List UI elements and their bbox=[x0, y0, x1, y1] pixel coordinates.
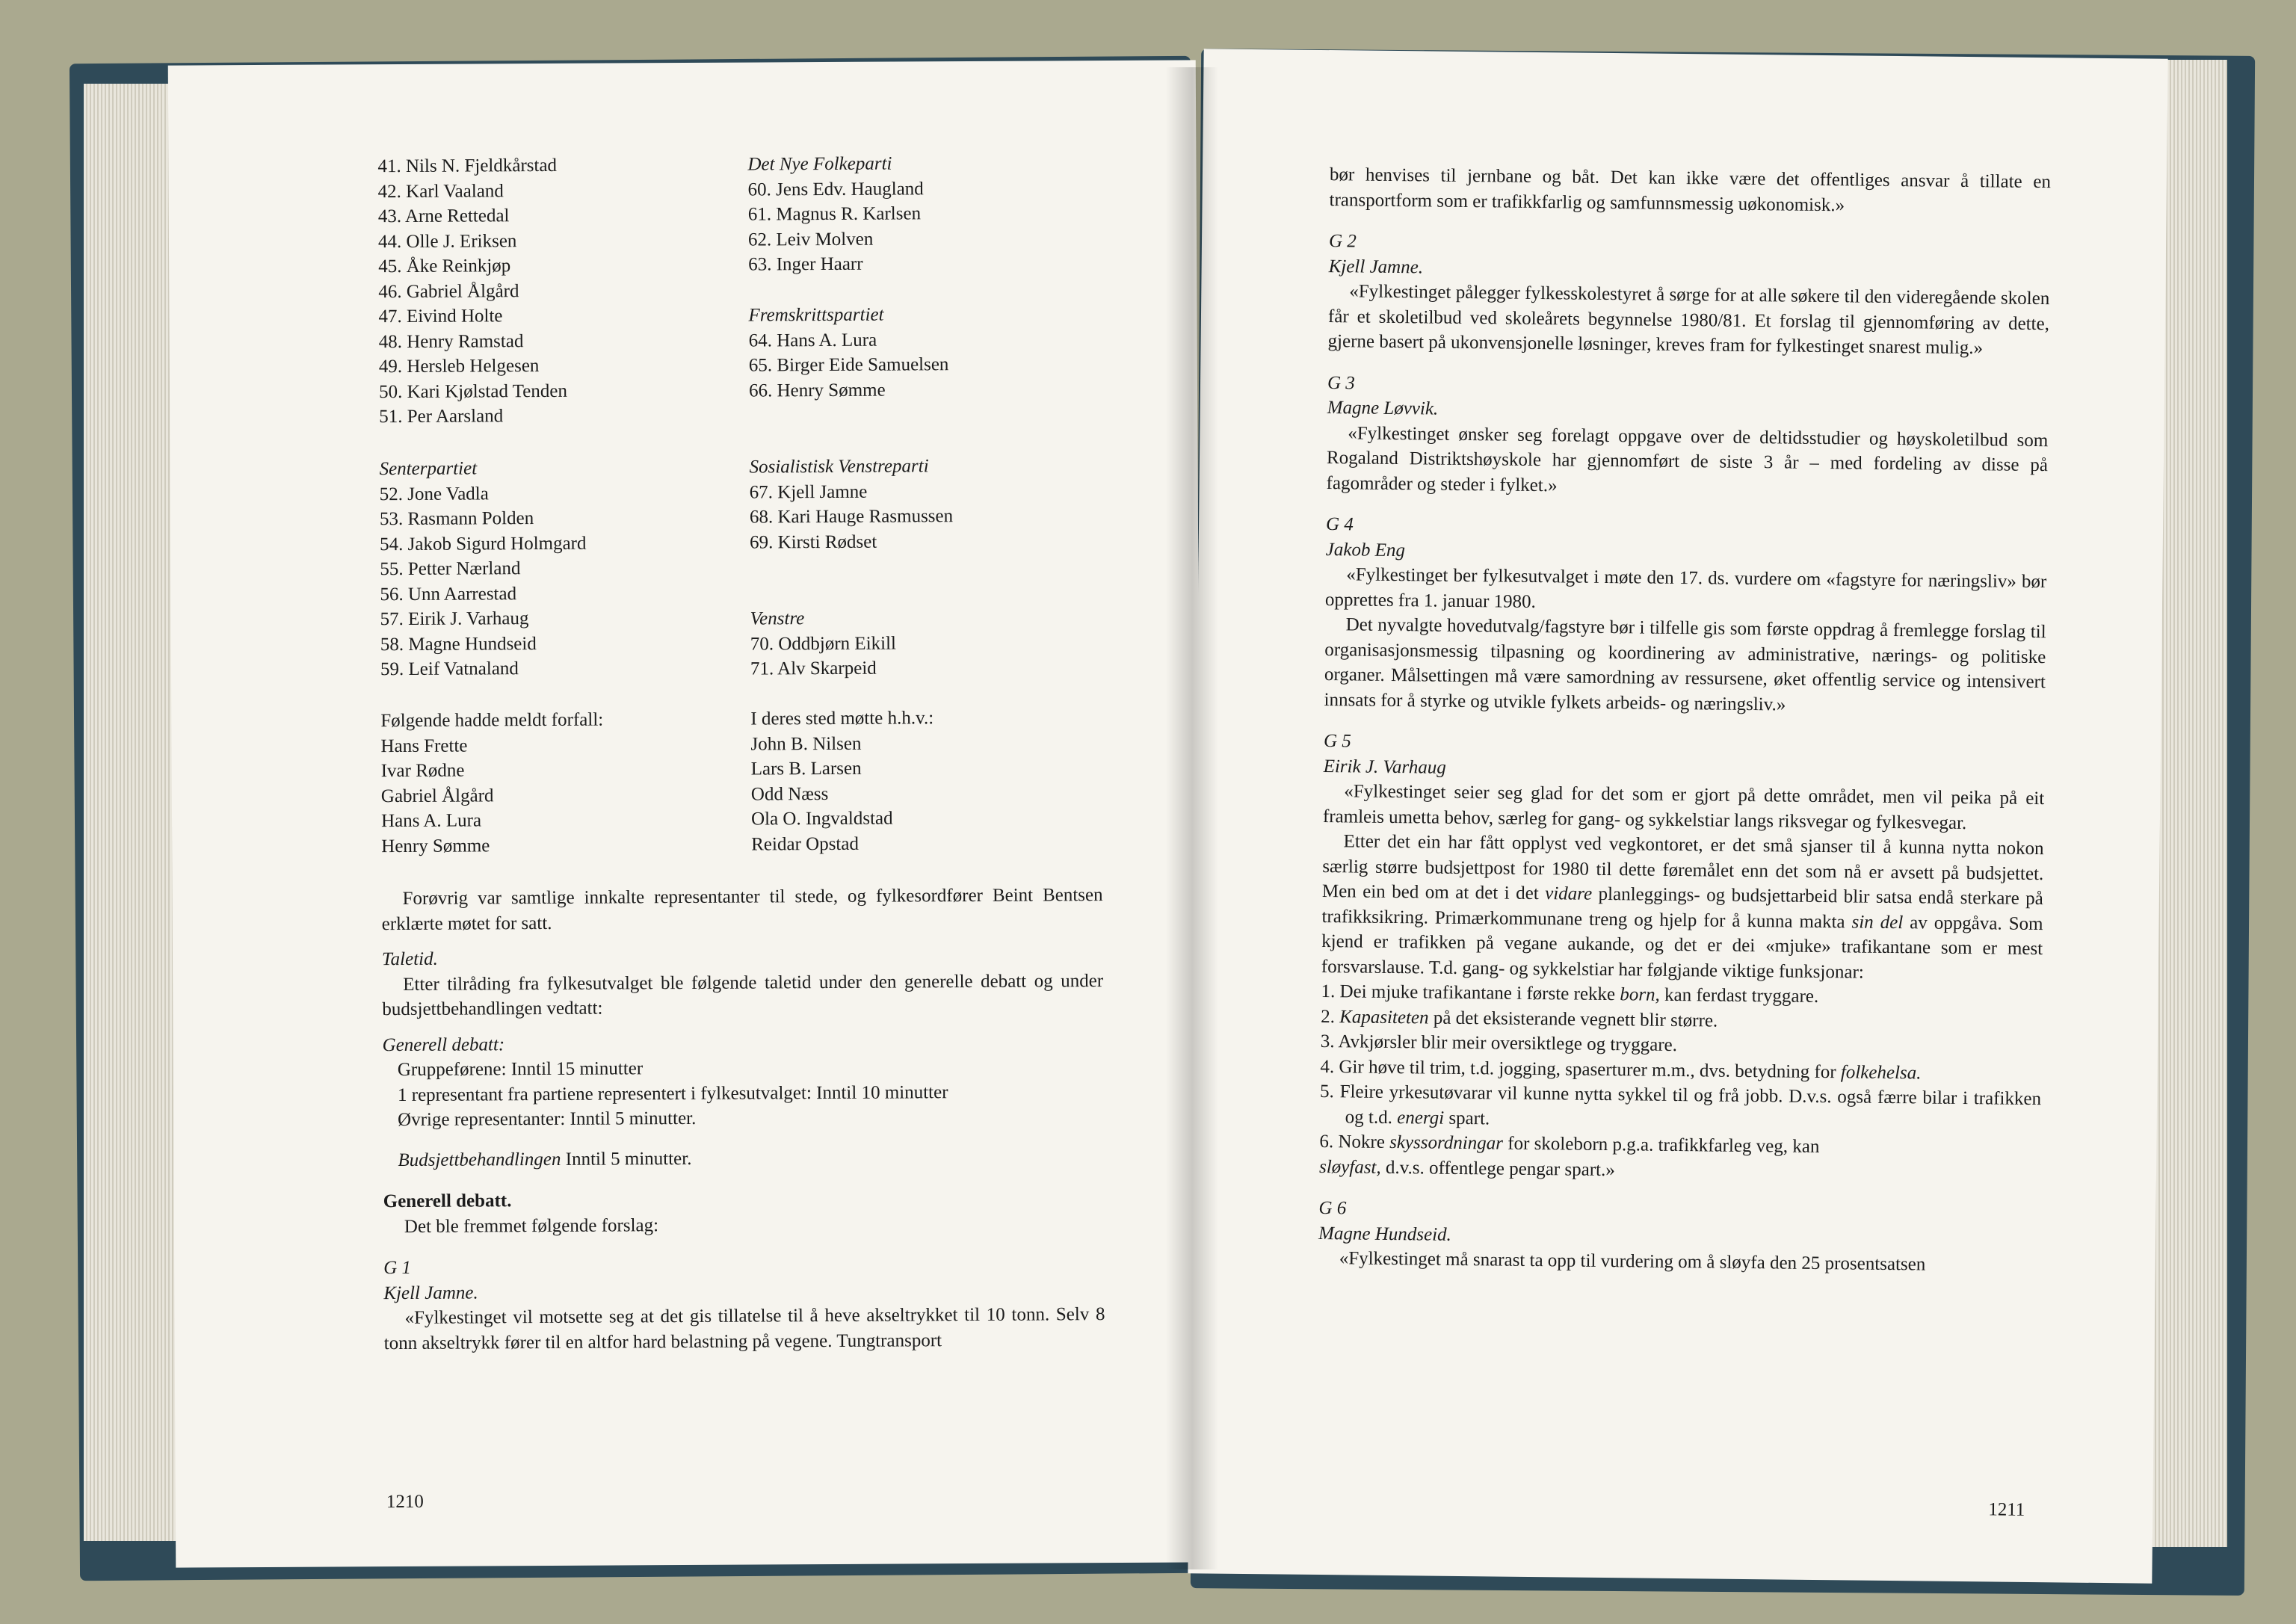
text-run: 6. Nokre bbox=[1319, 1131, 1390, 1152]
text-run-italic: sløyfast, bbox=[1318, 1156, 1381, 1178]
text-run: 5. Fleire yrkesutøvarar vil kunne nytta sykkel til og frå jobb. D.v.s. også færre bilar i trafikken og t.d. bbox=[1319, 1081, 2042, 1128]
text-run: 4. Gir høve til trim, t.d. jogging, spaserturer m.m., dvs. betydning for bbox=[1320, 1056, 1842, 1082]
nye-folkeparti-list bbox=[747, 151, 924, 275]
sv-list bbox=[749, 454, 954, 553]
member-item: 65. Birger Eide Samuelsen bbox=[748, 354, 949, 376]
g4-label: G 4 bbox=[1325, 514, 1354, 535]
text-run-italic: born, bbox=[1620, 984, 1660, 1005]
text-run: spart. bbox=[1444, 1108, 1490, 1129]
g6-paragraph: «Fylkestinget må snarast ta opp til vurdering om å sløyfa den 25 prosentsatsen bbox=[1339, 1248, 1926, 1275]
member-item: 69. Kirsti Rødset bbox=[750, 531, 877, 553]
member-item: 43. Arne Rettedal bbox=[377, 206, 510, 227]
member-item: 44. Olle J. Eriksen bbox=[377, 230, 517, 252]
g1-author: Kjell Jamne. bbox=[383, 1282, 478, 1303]
book-gutter-shadow bbox=[1166, 67, 1218, 1569]
speaking-time-line: Gruppeførene: Inntil 15 minutter bbox=[397, 1058, 644, 1081]
function-list-item bbox=[1320, 1079, 2042, 1137]
intro-paragraph: bør henvises til jernbane og båt. Det kan ikke være det offentliges ansvar å tillate en transportform som er trafikkfarlig og samfunnsmessig uøkonomisk.» bbox=[1329, 164, 2052, 215]
text-run: på det eksisterande vegnett blir større. bbox=[1428, 1007, 1718, 1031]
g5-author: Eirik J. Varhaug bbox=[1323, 756, 1446, 778]
g2-paragraph: «Fylkestinget pålegger fylkesskolestyret å sørge for at alle søkere til den videregående skolen får et skoletilbud ved skoleårets begynnelse 1980/81. Et forslag til gjennomføring av dette, gjerne basert på ukonvensjonelle løsninger, kreves fram for fylkestinget snarest mulig.» bbox=[1327, 281, 2050, 359]
member-list-a bbox=[377, 153, 567, 430]
budsjett-value: Inntil 5 minutter. bbox=[565, 1148, 692, 1170]
text-run-italic: energi bbox=[1397, 1107, 1445, 1129]
member-item: 42. Karl Vaaland bbox=[377, 180, 504, 202]
g5-paragraph-1: «Fylkestinget seier seg glad for det som er gjort på dette området, men vil peika på eit framleis umetta behov, særleg for gang- og sykkelstiar langs riksvegar og fylkesvegar. bbox=[1322, 781, 2045, 833]
text-run: av oppgåva. Som kjend er trafikken på vegane aukande, og det er dei «mjuke» trafikantane som er mest forsvarslause. T.d. gang- og sykkelstiar har følgjande viktige funksjonar: bbox=[1321, 912, 2043, 983]
g3-author: Magne Løvvik. bbox=[1327, 398, 1439, 419]
party-heading: Sosialistisk Venstreparti bbox=[749, 456, 929, 478]
party-heading: Venstre bbox=[750, 608, 805, 629]
member-item: 51. Per Aarsland bbox=[379, 406, 504, 427]
text-run: d.v.s. offentlege pengar spart.» bbox=[1380, 1157, 1615, 1180]
member-item: 60. Jens Edv. Haugland bbox=[747, 178, 924, 200]
g2-label: G 2 bbox=[1328, 231, 1357, 252]
member-item: 64. Hans A. Lura bbox=[748, 330, 877, 351]
g4-paragraph-1: «Fylkestinget ber fylkesutvalget i møte den 17. ds. vurdere om «fagstyre for næringsliv» bør opprettes fra 1. januar 1980. bbox=[1324, 564, 2047, 612]
member-item: 50. Kari Kjølstad Tenden bbox=[378, 380, 568, 402]
taletid-paragraph: Etter tilråding fra fylkesutvalget ble følgende taletid under den generelle debatt og under budsjettbehandlingen vedtatt: bbox=[382, 970, 1104, 1020]
member-item: 70. Oddbjørn Eikill bbox=[750, 633, 897, 655]
substitute-name: Ola O. Ingvaldstad bbox=[750, 808, 893, 830]
debatt-heading: Generell debatt. bbox=[383, 1191, 512, 1212]
member-item: 45. Åke Reinkjøp bbox=[378, 256, 511, 277]
member-item: 61. Magnus R. Karlsen bbox=[747, 203, 922, 225]
absent-name: Gabriel Ålgård bbox=[380, 785, 494, 806]
fremskrittspartiet-list bbox=[748, 302, 949, 401]
text-run-italic: vidare bbox=[1545, 883, 1593, 904]
senterpartiet-list bbox=[379, 456, 587, 680]
substitute-list bbox=[750, 706, 934, 855]
generell-heading: Generell debatt: bbox=[382, 1034, 505, 1055]
member-item: 57. Eirik J. Varhaug bbox=[380, 608, 529, 630]
taletid-heading: Taletid. bbox=[381, 948, 438, 970]
member-item: 46. Gabriel Ålgård bbox=[378, 280, 519, 302]
g1-paragraph: «Fylkestinget vil motsette seg at det gis tillatelse til å heve akseltrykket til 10 tonn. Selv 8 tonn akseltrykk fører til en altfor hard belastning på vegene. Tungtransport bbox=[383, 1304, 1105, 1353]
text-run: kan ferdast tryggare. bbox=[1659, 984, 1819, 1007]
text-run-italic: Kapasiteten bbox=[1339, 1006, 1429, 1028]
party-heading: Fremskrittspartiet bbox=[748, 304, 884, 326]
absent-name: Hans A. Lura bbox=[380, 810, 482, 832]
substitute-name: John B. Nilsen bbox=[750, 733, 862, 755]
g1-label: G 1 bbox=[383, 1257, 412, 1279]
g5-function-list bbox=[1319, 979, 2043, 1187]
member-item: 66. Henry Sømme bbox=[748, 380, 886, 401]
g5-paragraph-2 bbox=[1321, 829, 2044, 987]
member-item: 54. Jakob Sigurd Holmgard bbox=[380, 533, 587, 555]
g2-author: Kjell Jamne. bbox=[1328, 256, 1424, 277]
text-run: 3. Avkjørsler blir meir oversiktlege og tryggare. bbox=[1320, 1031, 1678, 1056]
g3-label: G 3 bbox=[1327, 372, 1355, 393]
substitute-name: Odd Næss bbox=[750, 783, 829, 805]
absent-name: Henry Sømme bbox=[381, 835, 490, 856]
right-page bbox=[1188, 49, 2167, 1583]
budsjett-label: Budsjettbehandlingen bbox=[398, 1149, 561, 1170]
speaking-time-line: 1 representant fra partiene representert i fylkesutvalget: Inntil 10 minutter bbox=[397, 1081, 948, 1105]
member-item: 41. Nils N. Fjeldkårstad bbox=[377, 155, 558, 177]
body-text-right bbox=[1318, 162, 2051, 1279]
g6-label: G 6 bbox=[1318, 1197, 1347, 1219]
member-item: 71. Alv Skarpeid bbox=[750, 658, 877, 679]
forovrig-paragraph: Forøvrig var samtlige innkalte representanter til stede, og fylkesordfører Beint Bentsen erklærte møtet for satt. bbox=[381, 885, 1103, 934]
member-item: 58. Magne Hundseid bbox=[380, 633, 537, 655]
body-text-left bbox=[382, 883, 1105, 1356]
page-number-left: 1210 bbox=[386, 1491, 424, 1513]
text-run: for skoleborn p.g.a. trafikkfarleg veg, kan bbox=[1502, 1133, 1820, 1158]
member-item: 48. Henry Ramstad bbox=[378, 330, 524, 352]
absent-name: Ivar Rødne bbox=[380, 760, 465, 782]
absent-name: Hans Frette bbox=[380, 735, 468, 756]
party-heading: Det Nye Folkeparti bbox=[747, 153, 892, 175]
member-item: 62. Leiv Molven bbox=[747, 229, 874, 250]
text-run-italic: sin del bbox=[1851, 911, 1904, 933]
venstre-list bbox=[750, 606, 897, 679]
debatt-paragraph: Det ble fremmet følgende forslag: bbox=[404, 1214, 659, 1237]
member-item: 56. Unn Aarrestad bbox=[380, 583, 517, 605]
g4-author: Jakob Eng bbox=[1325, 539, 1406, 561]
speaking-time-line: Øvrige representanter: Inntil 5 minutter. bbox=[398, 1108, 697, 1131]
member-item: 47. Eivind Holte bbox=[378, 306, 503, 327]
text-run: 2. bbox=[1321, 1006, 1340, 1027]
member-item: 52. Jone Vadla bbox=[379, 483, 489, 504]
member-item: 59. Leif Vatnaland bbox=[380, 658, 519, 680]
substitute-heading: I deres sted møtte h.h.v.: bbox=[750, 708, 934, 729]
left-page bbox=[168, 60, 1204, 1567]
g4-paragraph-2: Det nyvalgte hovedutvalg/fagstyre bør i tilfelle gis som første oppdrag å fremlegge forslag til organisasjonsmessig tilpasning og koordinering av administrative, nærings- og politiske organer. Målsettingen må være samordning av ressursene, øket offentlig service og intensivert innsats for å styrke og utvikle fylkets arbeids- og næringsliv.» bbox=[1324, 614, 2046, 715]
text-run: Etter det ein har fått opplyst ved vegkontoret, er det små sjanser til å kunna nytta nokon særlig større budsjettpost for 1980 til dette føremålet enn det som nå er avsett på budsjettet. Men ein bed om at det i det bbox=[1321, 831, 2044, 904]
member-item: 53. Rasmann Polden bbox=[379, 508, 534, 530]
g3-paragraph: «Fylkestinget ønsker seg forelagt oppgave over de deltidsstudier og høyskoletilbud som Rogaland Distriktshøyskole har gjennomført de siste 3 år – med fordeling av disse på fagområder og steder i fylket.» bbox=[1326, 422, 2049, 495]
member-item: 68. Kari Hauge Rasmussen bbox=[749, 506, 954, 528]
substitute-name: Reidar Opstad bbox=[751, 833, 860, 855]
text-run: planleggings- og budsjettarbeid blir satsa endå sterkare på trafikksikring. Primærkommunane treng og hjelp for å kunna makta bbox=[1321, 883, 2044, 932]
text-run-italic: skyssordningar bbox=[1389, 1131, 1504, 1154]
g5-label: G 5 bbox=[1323, 731, 1351, 752]
text-run: 1. Dei mjuke trafikantane i første rekke bbox=[1321, 981, 1620, 1005]
g6-author: Magne Hundseid. bbox=[1318, 1223, 1452, 1245]
member-item: 49. Hersleb Helgesen bbox=[378, 356, 540, 377]
budsjett-line bbox=[383, 1144, 1104, 1173]
substitute-name: Lars B. Larsen bbox=[750, 758, 862, 779]
page-number-right: 1211 bbox=[1988, 1499, 2025, 1520]
absent-heading: Følgende hadde meldt forfall: bbox=[380, 709, 604, 732]
member-item: 67. Kjell Jamne bbox=[749, 481, 868, 503]
party-heading: Senterpartiet bbox=[379, 458, 478, 480]
member-item: 55. Petter Nærland bbox=[380, 558, 521, 580]
absent-list bbox=[380, 708, 604, 856]
text-run-italic: folkehelsa. bbox=[1840, 1061, 1922, 1083]
member-item: 63. Inger Haarr bbox=[748, 253, 863, 275]
